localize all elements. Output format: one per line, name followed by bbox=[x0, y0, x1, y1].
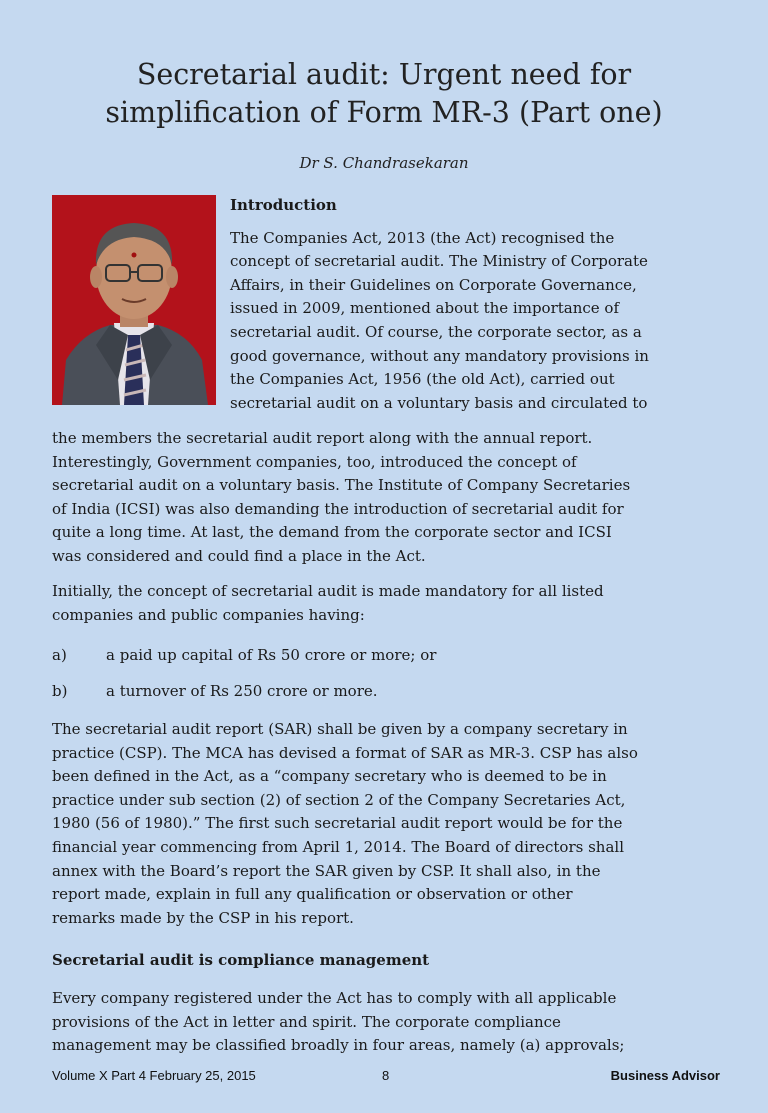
intro-heading: Introduction bbox=[230, 196, 337, 214]
text-line: annex with the Board’s report the SAR given by CSP. It shall also, in the bbox=[52, 861, 601, 880]
text-line: The secretarial audit report (SAR) shall be given by a company secretary in bbox=[52, 720, 628, 738]
text-line: of India (ICSI) was also demanding the introduction of secretarial audit for bbox=[52, 499, 624, 518]
text-line: The Companies Act, 2013 (the Act) recognised the bbox=[230, 228, 615, 247]
text-line: remarks made by the CSP in his report. bbox=[52, 908, 354, 927]
text-line: management may be classified broadly in four areas, namely (a) approvals; bbox=[52, 1036, 625, 1055]
article-title bbox=[40, 56, 728, 132]
list-item bbox=[52, 680, 732, 704]
text-line: practice (CSP). The MCA has devised a format of SAR as MR-3. CSP has also bbox=[52, 743, 638, 762]
author-photo bbox=[52, 195, 216, 405]
text-line: practice under sub section (2) of section 2 of the Company Secretaries Act, bbox=[52, 790, 626, 809]
intro-paragraph-continued bbox=[52, 427, 732, 569]
footer-issue: Volume X Part 4 February 25, 2015 bbox=[52, 1068, 256, 1083]
intro-section bbox=[230, 194, 730, 415]
list-text: a paid up capital of Rs 50 crore or more; or bbox=[106, 646, 437, 664]
text-line: financial year commencing from April 1, 2014. The Board of directors shall bbox=[52, 837, 624, 856]
text-line: Interestingly, Government companies, too, introduced the concept of bbox=[52, 452, 577, 471]
paragraph-sar bbox=[52, 718, 732, 930]
text-line: concept of secretarial audit. The Ministry of Corporate bbox=[230, 252, 648, 271]
text-line: secretarial audit on a voluntary basis. The Institute of Company Secretaries bbox=[52, 476, 631, 495]
text-line: the Companies Act, 1956 (the old Act), carried out bbox=[230, 370, 615, 389]
portrait-illustration bbox=[52, 195, 216, 405]
text-line: good governance, without any mandatory provisions in bbox=[230, 346, 649, 365]
text-line: provisions of the Act in letter and spirit. The corporate compliance bbox=[52, 1012, 561, 1031]
author-byline: Dr S. Chandrasekaran bbox=[299, 154, 469, 172]
text-line: been defined in the Act, as a “company secretary who is deemed to be in bbox=[52, 767, 607, 786]
text-line: report made, explain in full any qualification or observation or other bbox=[52, 885, 573, 904]
footer-publication: Business Advisor bbox=[610, 1068, 720, 1083]
text-line: secretarial audit. Of course, the corporate sector, as a bbox=[230, 322, 642, 341]
text-line: 1980 (56 of 1980).” The first such secretarial audit report would be for the bbox=[52, 814, 623, 833]
list-text: a turnover of Rs 250 crore or more. bbox=[106, 682, 378, 700]
page-number: 8 bbox=[382, 1068, 390, 1083]
text-line: issued in 2009, mentioned about the importance of bbox=[230, 299, 620, 318]
paragraph-mandatory bbox=[52, 580, 732, 627]
text-line: Affairs, in their Guidelines on Corporate Governance, bbox=[230, 275, 637, 294]
list-item bbox=[52, 644, 732, 668]
text-line: was considered and could find a place in the Act. bbox=[52, 546, 426, 565]
section-heading: Secretarial audit is compliance management bbox=[52, 951, 430, 969]
list-label: a) bbox=[52, 646, 67, 664]
text-line: secretarial audit on a voluntary basis and circulated to bbox=[230, 393, 648, 412]
title-line-1: Secretarial audit: Urgent need for bbox=[136, 58, 632, 91]
title-line-2: simplification of Form MR-3 (Part one) bbox=[105, 96, 663, 129]
text-line: the members the secretarial audit report along with the annual report. bbox=[52, 429, 593, 447]
text-line: companies and public companies having: bbox=[52, 605, 365, 624]
text-line: quite a long time. At last, the demand from the corporate sector and ICSI bbox=[52, 523, 612, 542]
list-label: b) bbox=[52, 682, 68, 700]
intro-paragraph bbox=[230, 227, 730, 416]
text-line: Initially, the concept of secretarial audit is made mandatory for all listed bbox=[52, 582, 604, 600]
text-line: Every company registered under the Act has to comply with all applicable bbox=[52, 989, 617, 1007]
paragraph-compliance bbox=[52, 987, 732, 1058]
